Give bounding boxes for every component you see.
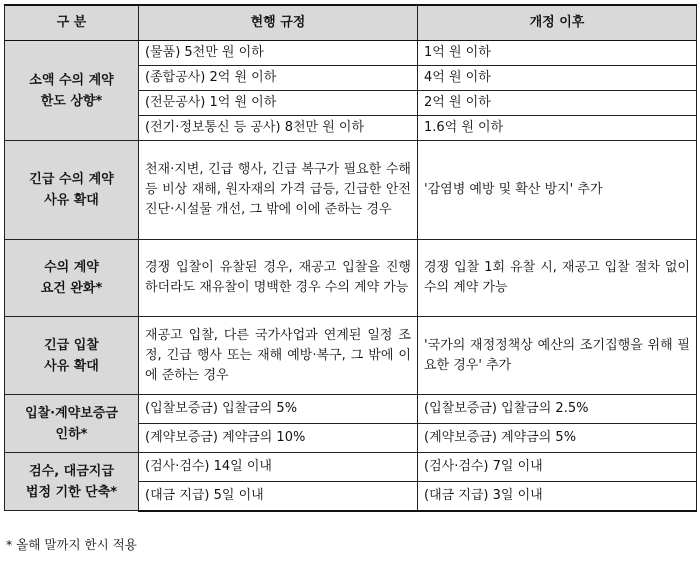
category-line: 긴급 수의 계약 [29,172,114,187]
revised-cell: 1억 원 이하 [418,41,697,66]
table-row [5,453,697,482]
category-line: 한도 상향* [40,93,103,109]
category-cell [5,453,139,511]
table-row [5,240,697,317]
header-revised: 개정 이후 [418,5,697,41]
revised-cell: '국가의 재정정책상 예산의 조기집행을 위해 필요한 경우' 추가 [418,317,697,395]
header-row [5,5,697,41]
category-cell [5,240,139,317]
table-row [5,41,697,66]
current-cell: (전문공사) 1억 원 이하 [139,91,418,116]
header-current: 현행 규정 [139,5,418,41]
category-line: 사유 확대 [44,358,99,374]
header-category: 구 분 [5,5,139,41]
revised-cell: 2억 원 이하 [418,91,697,116]
category-cell [5,317,139,395]
category-cell [5,395,139,453]
category-line: 검수, 대금지급 [29,463,114,479]
current-cell: (종합공사) 2억 원 이하 [139,66,418,91]
category-line: 요건 완화* [40,281,103,296]
category-line: 인하* [55,426,88,442]
category-line: 수의 계약 [44,260,99,275]
revised-cell: 경쟁 입찰 1회 유찰 시, 재공고 입찰 절차 없이 수의 계약 가능 [418,240,697,317]
category-line: 소액 수의 계약 [29,72,114,88]
current-cell: 천재·지변, 긴급 행사, 긴급 복구가 필요한 수해 등 비상 재해, 원자재의 가격 급등, 긴급한 안전 진단·시설물 개선, 그 밖에 이에 준하는 경우 [139,141,418,240]
revised-cell: (입찰보증금) 입찰금의 2.5% [418,395,697,424]
table-row [5,317,697,395]
current-cell: (물품) 5천만 원 이하 [139,41,418,66]
revised-cell: 4억 원 이하 [418,66,697,91]
revised-cell: '감염병 예방 및 확산 방지' 추가 [418,141,697,240]
revised-cell: 1.6억 원 이하 [418,116,697,141]
current-cell: (입찰보증금) 입찰금의 5% [139,395,418,424]
current-cell: 재공고 입찰, 다른 국가사업과 연계된 일정 조정, 긴급 행사 또는 재해 예방·복구, 그 밖에 이에 준하는 경우 [139,317,418,395]
table-row [5,141,697,240]
category-line: 법정 기한 단축* [25,484,118,500]
footnote: * 올해 말까지 한시 적용 [6,537,137,552]
table-row [5,395,697,424]
category-line: 입찰·계약보증금 [25,405,118,421]
comparison-table [4,4,697,512]
current-cell: (전기·정보통신 등 공사) 8천만 원 이하 [139,116,418,141]
category-line: 긴급 입찰 [44,337,99,353]
revised-cell: (검사·검수) 7일 이내 [418,453,697,482]
category-line: 사유 확대 [44,193,99,208]
revised-cell: (대금 지급) 3일 이내 [418,482,697,511]
current-cell: (대금 지급) 5일 이내 [139,482,418,511]
revised-cell: (계약보증금) 계약금의 5% [418,424,697,453]
category-cell [5,141,139,240]
category-cell [5,41,139,141]
current-cell: 경쟁 입찰이 유찰된 경우, 재공고 입찰을 진행하더라도 재유찰이 명백한 경우 수의 계약 가능 [139,240,418,317]
current-cell: (검사·검수) 14일 이내 [139,453,418,482]
current-cell: (계약보증금) 계약금의 10% [139,424,418,453]
